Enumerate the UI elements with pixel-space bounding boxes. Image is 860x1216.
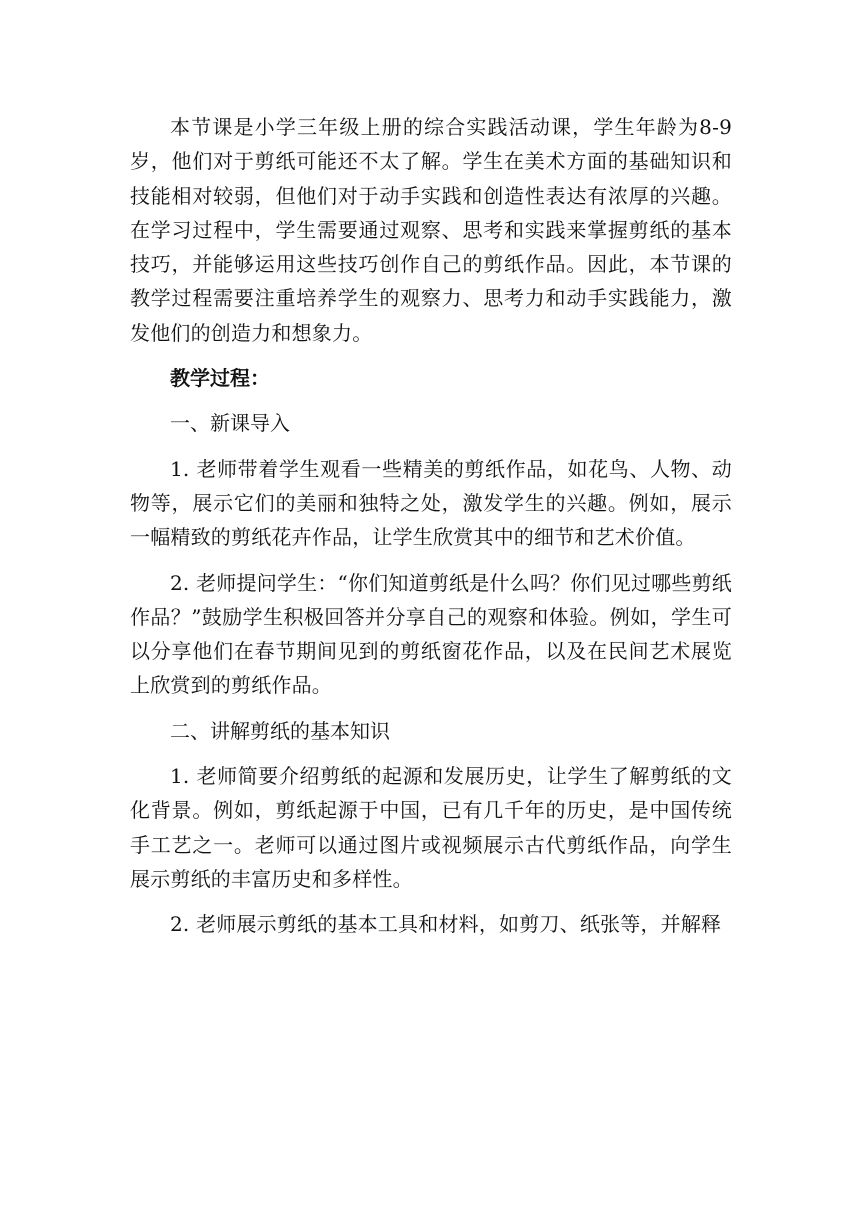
section-1-item-1: 1. 老师带着学生观看一些精美的剪纸作品，如花鸟、人物、动物等，展示它们的美丽和独特之处，激发学生的兴趣。例如，展示一幅精致的剪纸花卉作品，让学生欣赏其中的细节和艺术价值。 — [130, 456, 732, 550]
section-2-title: 二、讲解剪纸的基本知识 — [170, 718, 390, 743]
document-page — [130, 110, 732, 942]
section-2-item-1: 1. 老师简要介绍剪纸的起源和发展历史，让学生了解剪纸的文化背景。例如，剪纸起源于中国，已有几千年的历史，是中国传统手工艺之一。老师可以通过图片或视频展示古代剪纸作品，向学生展示剪纸的丰富历史和多样性。 — [130, 764, 732, 891]
intro-paragraph: 本节课是小学三年级上册的综合实践活动课，学生年龄为8-9岁，他们对于剪纸可能还不太了解。学生在美术方面的基础知识和技能相对较弱，但他们对于动手实践和创造性表达有浓厚的兴趣。在学习过程中，学生需要通过观察、思考和实践来掌握剪纸的基本技巧，并能够运用这些技巧创作自己的剪纸作品。因此，本节课的教学过程需要注重培养学生的观察力、思考力和动手实践能力，激发他们的创造力和想象力。 — [130, 115, 732, 345]
section-1-title: 一、新课导入 — [170, 411, 290, 436]
teaching-process-heading: 教学过程： — [170, 366, 270, 391]
section-2-item-2: 2. 老师展示剪纸的基本工具和材料，如剪刀、纸张等，并解释 — [170, 912, 722, 937]
section-1-item-2: 2. 老师提问学生：“你们知道剪纸是什么吗？你们见过哪些剪纸作品？”鼓励学生积极回答并分享自己的观察和体验。例如，学生可以分享他们在春节期间见到的剪纸窗花作品，以及在民间艺术展览上欣赏到的剪纸作品。 — [130, 570, 732, 698]
